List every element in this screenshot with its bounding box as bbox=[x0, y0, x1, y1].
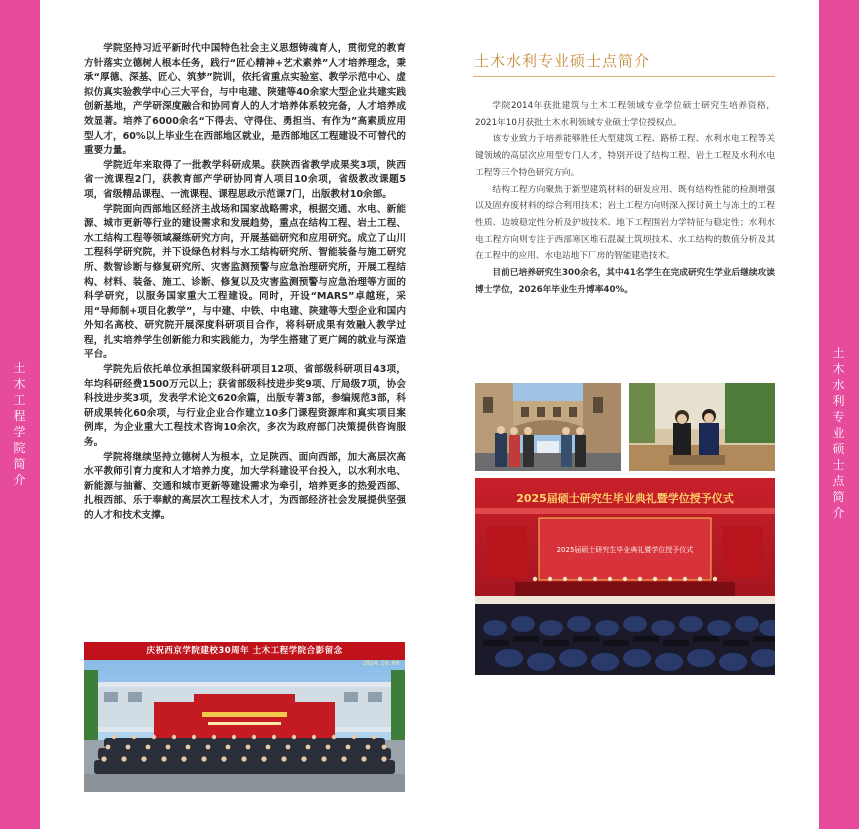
left-side-bar bbox=[0, 0, 40, 829]
side-label-char: 院 bbox=[13, 441, 27, 455]
side-label-char: 介 bbox=[832, 506, 846, 520]
side-label-char: 介 bbox=[13, 473, 27, 487]
side-label-char: 硕 bbox=[832, 442, 846, 456]
anniversary-group-photo bbox=[84, 642, 405, 792]
college-intro-text bbox=[84, 42, 406, 524]
side-label-char: 士 bbox=[832, 458, 846, 472]
ceremony-screen-title: 2025届硕士研究生毕业典礼暨学位授予仪式 bbox=[516, 492, 734, 505]
left-side-label bbox=[0, 360, 40, 488]
side-label-char: 程 bbox=[13, 409, 27, 423]
intro-paragraph: 学院将继续坚持立德树人为根本，立足陕西、面向西部，加大高层次高水平教师引育力度和人才培养力度，加大学科建设平台投入，以水利水电、新能源与抽蓄、交通和城市更新等建设需求为牵引，培养更多的热爱西部、扎根西部、乐于奉献的高层次工程技术人才，为西部经济社会发展提供坚强的人才和技术支撑。 bbox=[84, 451, 406, 521]
intro-paragraph: 学院近年来取得了一批教学科研成果。获陕西省教学成果奖3项，陕西省一流课程2门，获教育部产学研协同育人项目10余项，省级教改课题5项，省级精品课程、一流课程、课程思政示范课7门，出版教材10余部。 bbox=[84, 159, 406, 200]
graduation-ceremony-photo bbox=[475, 478, 775, 675]
program-paragraph: 该专业致力于培养能够胜任大型建筑工程、路桥工程、水利水电工程等关键领域的高层次应用型专门人才，特别开设了结构工程、岩土工程及水利水电工程等三个特色研究方向。 bbox=[475, 134, 775, 178]
masters-program-text bbox=[475, 98, 775, 298]
banner-caption: 庆祝西京学院建校30周年 土木工程学院合影留念 bbox=[84, 642, 405, 660]
program-paragraph: 学院2014年获批建筑与土木工程领域专业学位硕士研究生培养资格，2021年10月获批土木水利领域专业硕士学位授权点。 bbox=[475, 101, 775, 128]
side-label-char: 简 bbox=[13, 457, 27, 471]
title-divider bbox=[473, 76, 775, 77]
section-title: 土木水利专业硕士点简介 bbox=[474, 52, 651, 70]
program-paragraph: 结构工程方向聚焦于新型建筑材料的研发应用、既有结构性能的检测增强以及固弃废材料的综合利用技术；岩土工程方向则深入探讨黄土与冻土的工程性质、边坡稳定性分析及护坡技术、地下工程围岩力学特征与稳定性；水利水电工程方向则专注于西部寒区堆石混凝土筑坝技术、水工结构的数值分析及其在工程中的应用、水电站地下厂房的智能建造技术。 bbox=[475, 184, 775, 262]
side-label-char: 土 bbox=[832, 346, 846, 360]
side-label-char: 工 bbox=[13, 393, 27, 407]
side-label-char: 点 bbox=[832, 474, 846, 488]
photo-date: 2024.10.09 bbox=[362, 660, 399, 667]
intro-paragraph: 学院面向西部地区经济主战场和国家战略需求，根据交通、水电、新能源、城市更新等行业的建设需求和发展趋势，重点在结构工程、岩土工程、水工结构工程等领域凝练研究方向，开展基础研究和应用研究。成立了山川工程科学研究院，并下设绿色材料与水工结构研究所、智能装备与施工研究所、数智诊断与修复研究所、灾害监测预警与应急治理研究所，开展工程结构、材料、装备、施工、诊断、修复以及灾害监测预警与应急治理等方面的科学研究，以服务国家重大工程建设。同时，开设“MARS”卓越班，采用“导师制+项目化教学”，与中建、中铁、中电建、陕建等大型企业和国内外知名高校、研究院开展深度科研项目合作，将科研成果有效融入教学过程，扎实培养学生创新能力和实践能力，为学生搭建了更广阔的就业与深造平台。 bbox=[84, 203, 406, 361]
ceremony-screen-subtitle: 2025届硕士研究生毕业典礼暨学位授予仪式 bbox=[556, 546, 694, 554]
side-label-char: 业 bbox=[832, 426, 846, 440]
side-label-char: 学 bbox=[13, 425, 27, 439]
side-label-char: 简 bbox=[832, 490, 846, 504]
students-photo bbox=[629, 383, 775, 471]
side-label-char: 土 bbox=[13, 361, 27, 375]
intro-paragraph: 学院坚持习近平新时代中国特色社会主义思想铸魂育人，贯彻党的教育方针落实立德树人根本任务，践行“匠心精神+艺术素养”人才培养理念，秉承“厚德、深基、匠心、筑梦”院训，依托省重点实验室、教学示范中心、虚拟仿真实验教学中心三大平台，与中电建、陕建等40余家大型企业共建实践创新基地，产学研深度融合和协同育人的人才培养体系较完备，人才培养成效显著。培养了6000余名“下得去、守得住、勇担当、有作为”高素质应用型人才，60%以上毕业生在西部地区就业，是西部地区工程建设不可替代的重要力量。 bbox=[84, 43, 406, 157]
right-side-bar bbox=[819, 0, 859, 829]
side-label-char: 专 bbox=[832, 410, 846, 424]
side-label-char: 水 bbox=[832, 378, 846, 392]
right-side-label bbox=[819, 345, 859, 521]
bridge-visit-photo bbox=[475, 383, 621, 471]
program-paragraph: 目前已培养研究生300余名，其中41名学生在完成研究生学业后继续攻读博士学位，2026年毕业生升博率40%。 bbox=[475, 268, 775, 295]
side-label-char: 木 bbox=[832, 362, 846, 376]
side-label-char: 利 bbox=[832, 394, 846, 408]
intro-paragraph: 学院先后依托单位承担国家级科研项目12项、省部级科研项目43项，年均科研经费1500万元以上；获省部级科技进步奖9项、厅局级7项，协会科技进步奖3项，发表学术论文620余篇，出版专著3部，参编规范3部，科研成果转化60余项，与行业企业合作建立10多门课程资源库和真实项目案例库，为企业重大工程技术咨询10余次，多次为政府部门决策提供咨询服务。 bbox=[84, 364, 406, 449]
side-label-char: 木 bbox=[13, 377, 27, 391]
